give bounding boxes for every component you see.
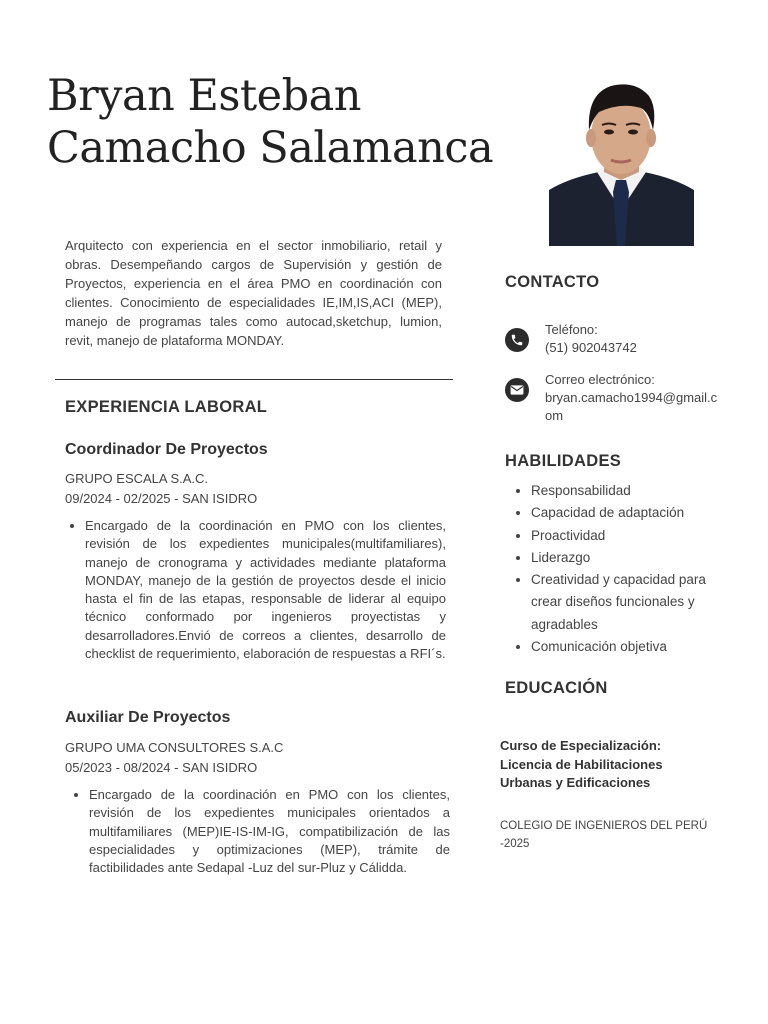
job-company-2: GRUPO UMA CONSULTORES S.A.C (65, 740, 284, 755)
skill-item: • Comunicación objetiva (531, 636, 731, 658)
job-period-1: 09/2024 - 02/2025 - SAN ISIDRO (65, 491, 258, 506)
skill-item: • Liderazgo (531, 547, 731, 569)
experience-heading: EXPERIENCIA LABORAL (65, 398, 268, 416)
job-duties-1 (65, 517, 446, 663)
phone-value: (51) 902043742 (545, 340, 637, 355)
job-duty-2: • Encargado de la coordinación en PMO con los clientes, revisión de los expedientes municipales orientados a multifamiliares (MEP)IE-IS-IM-IG, compatibilización de las especialidades y optimizaciones (MEP), trámite de factibilidades ante Sedapal -Luz del sur-Pluz y Cálidda. (89, 786, 450, 877)
skill-item: • Responsabilidad (531, 480, 731, 502)
skills-heading: HABILIDADES (505, 452, 622, 470)
contact-heading: CONTACTO (505, 273, 600, 291)
job-meta-2 (65, 738, 283, 778)
skill-item: • Creatividad y capacidad para crear diseños funcionales y agradables (531, 569, 731, 636)
profile-photo (549, 72, 694, 246)
email-label: Correo electrónico: (545, 372, 655, 387)
name-line-1: Bryan Esteban (47, 71, 361, 121)
job-period-2: 05/2023 - 08/2024 - SAN ISIDRO (65, 760, 258, 775)
phone-text (545, 321, 720, 357)
job-title-1: Coordinador De Proyectos (65, 441, 268, 458)
course-institution: COLEGIO DE INGENIEROS DEL PERÚ -2025 (500, 820, 708, 850)
phone-label: Teléfono: (545, 322, 598, 337)
email-value: bryan.camacho1994@gmail.com (545, 390, 718, 423)
skill-item: • Proactividad (531, 525, 731, 547)
job-title-2: Auxiliar De Proyectos (65, 709, 231, 726)
name-line-2: Camacho Salamanca (47, 123, 494, 173)
phone-icon (505, 328, 529, 352)
skill-item: • Capacidad de adaptación (531, 502, 731, 524)
job-duties-2 (69, 786, 450, 877)
skills-list (511, 480, 731, 658)
job-duty-1: • Encargado de la coordinación en PMO con los clientes, revisión de los expedientes municipales(multifamiliares), manejo de cronograma y actividades mediante plataforma MONDAY, manejo de la gestión de proyectos desde el inicio hasta el fin de las etapas, responsable de liderar al equipo técnico conformado por ingenieros proyectistas y desarrolladores.Envió de correos a clientes, desarrollo de checklist de requerimiento, elaboración de respuestas a RFI´s. (85, 517, 446, 663)
email-text (545, 371, 720, 425)
course-title: Curso de Especialización: Licencia de Habilitaciones Urbanas y Edificaciones (500, 738, 663, 790)
job-company-1: GRUPO ESCALA S.A.C. (65, 471, 209, 486)
education-heading: EDUCACIÓN (505, 679, 608, 697)
profile-summary: Arquitecto con experiencia en el sector inmobiliario, retail y obras. Desempeñando cargos de Supervisión y gestión de Proyectos, experiencia en el área PMO en coordinación con clientes. Conocimiento de especialidades IE,IM,IS,ACI (MEP), manejo de programas tales como autocad,sketchup, lumion, revit, manejo de plataforma MONDAY. (65, 238, 442, 348)
job-meta-1 (65, 469, 257, 509)
section-divider (55, 379, 453, 380)
full-name (47, 70, 493, 174)
mail-icon (505, 378, 529, 402)
